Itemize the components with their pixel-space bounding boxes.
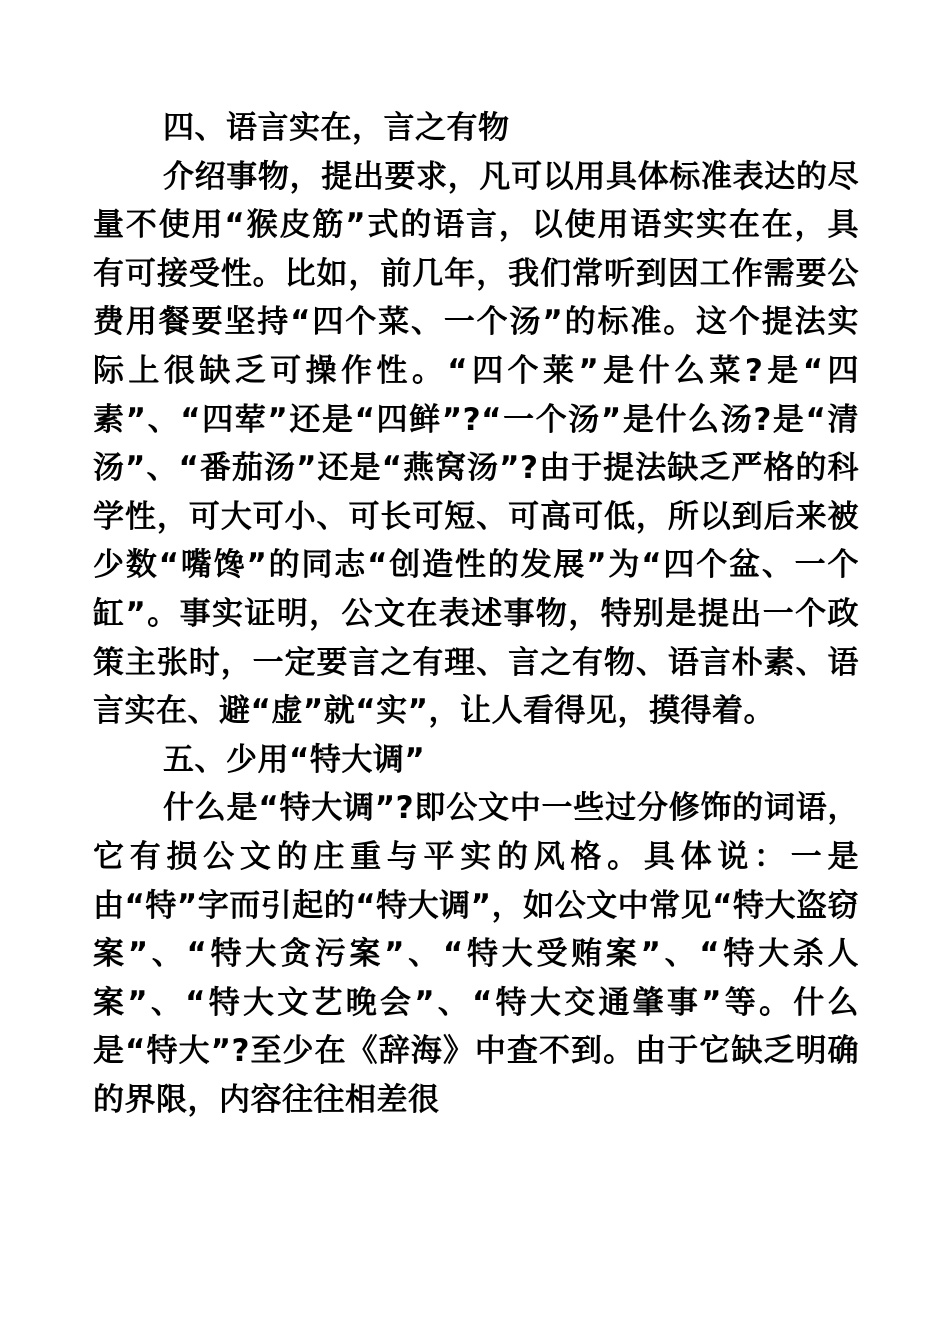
section-heading-5: 五、少用“特大调” (163, 741, 426, 778)
section-paragraph-5: 什么是“特大调”?即公文中一些过分修饰的词语，它有损公文的庄重与平实的风格。具体说：一是由“特”字而引起的“特大调”，如公文中常见“特大盗窃案”、“特大贪污案”、“特大受贿案”、“特大杀人案”、“特大文艺晚会”、“特大交通肇事”等。什么是“特大”?至少在《辞海》中查不到。由于它缺乏明确的界限，内容往往相差很 (93, 790, 859, 1118)
document-body (93, 104, 859, 1124)
section-heading-4: 四、语言实在，言之有物 (163, 110, 510, 146)
section-paragraph-4: 介绍事物，提出要求，凡可以用具体标准表达的尽量不使用“猴皮筋”式的语言，以使用语实实在在，具有可接受性。比如，前几年，我们常听到因工作需要公费用餐要坚持“四个菜、一个汤”的标准。这个提法实际上很缺乏可操作性。“四个莱”是什么菜?是“四素”、“四荤”还是“四鲜”?“一个汤”是什么汤?是“清汤”、“番茄汤”还是“燕窝汤”?由于提法缺乏严格的科学性，可大可小、可长可短、可高可低，所以到后来被少数“嘴馋”的同志“创造性的发展”为“四个盆、一个缸”。事实证明，公文在表述事物，特别是提出一个政策主张时，一定要言之有理、言之有物、语言朴素、语言实在、避“虚”就“实”，让人看得见，摸得着。 (93, 158, 859, 730)
